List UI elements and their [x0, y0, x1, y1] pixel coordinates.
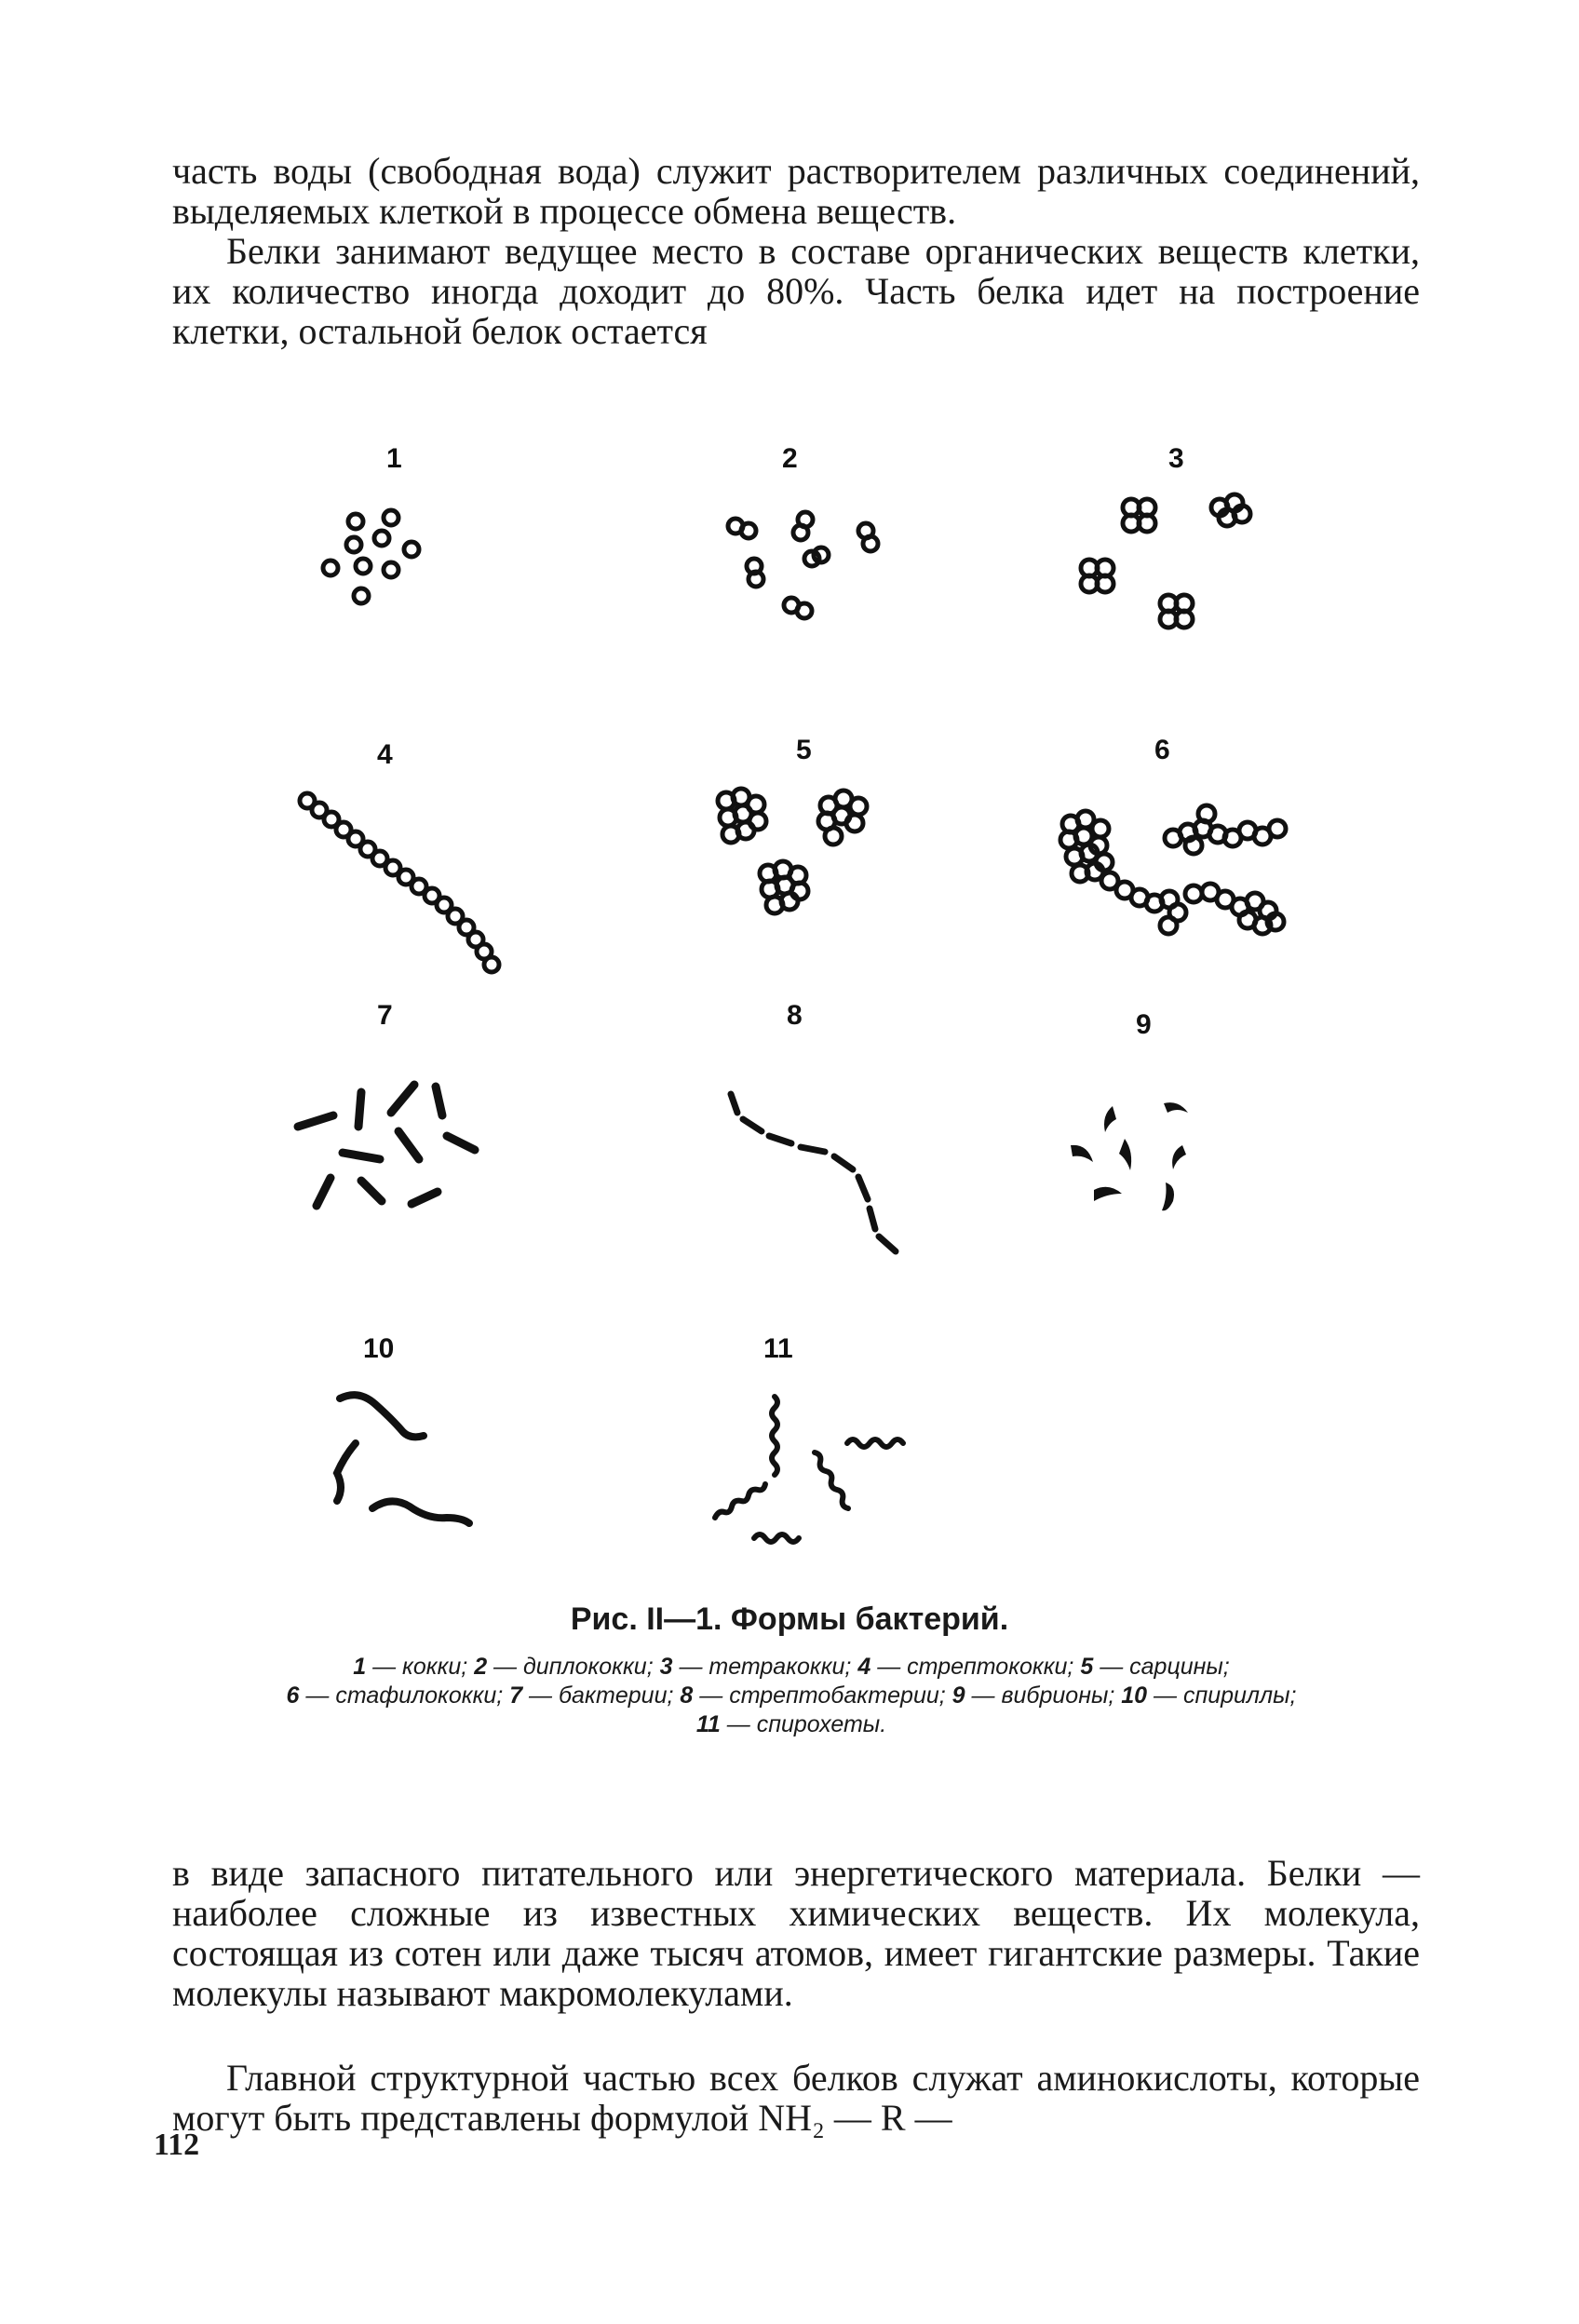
- diplococci-drawing: [728, 512, 878, 618]
- panel-number-10: 10: [363, 1333, 395, 1364]
- panel-number-4: 4: [377, 739, 393, 770]
- bacteria-rods-drawing: [298, 1085, 475, 1206]
- figure-caption-title: Рис. II—1. Формы бактерий.: [570, 1601, 1009, 1637]
- cocci-drawing: [323, 510, 419, 603]
- legend-item-10: 10 — спириллы;: [1121, 1682, 1297, 1709]
- paragraph-3: [172, 1853, 1420, 2013]
- panel-number-9: 9: [1136, 1009, 1152, 1040]
- legend-item-4: 4 — стрептококки;: [857, 1654, 1074, 1680]
- legend-item-5: 5 — сарцины;: [1080, 1654, 1230, 1680]
- vibrios-drawing: [1071, 1102, 1188, 1210]
- paragraph-3-text: в виде запасного питательного или энергетического материала. Белки — наиболее сложные из известных химических веществ. Их молекула, состоящая из сотен или даже тысяч атомов, имеет гигантские размеры. Такие молекулы называют макромолекулами.: [172, 1852, 1420, 2014]
- legend-item-3: 3 — тетракокки;: [659, 1654, 852, 1680]
- spirilla-drawing: [337, 1395, 469, 1523]
- streptobacteria-drawing: [731, 1094, 896, 1251]
- bacteria-forms-figure: [251, 428, 1369, 1574]
- paragraph-1: [172, 151, 1420, 351]
- legend-item-8: 8 — стрептобактерии;: [680, 1682, 946, 1709]
- panel-number-1: 1: [386, 443, 402, 474]
- sarcina-drawing: [718, 789, 867, 913]
- staphylococci-drawing: [1060, 805, 1286, 934]
- legend-item-6: 6 — стафилококки;: [286, 1682, 504, 1709]
- bacteria-illustration: [251, 428, 1369, 1574]
- spirochetes-drawing: [715, 1397, 903, 1542]
- legend-item-11: 11 — спирохеты.: [695, 1711, 887, 1737]
- legend-item-9: 9 — вибрионы;: [951, 1682, 1115, 1709]
- panel-number-2: 2: [782, 443, 798, 474]
- paragraph-2-text: Белки занимают ведущее место в составе органических веществ клетки, их количество иногда доходит до 80%. Часть белка идет на построение клетки, остальной белок остается: [172, 230, 1420, 352]
- page-number: 112: [154, 2128, 200, 2162]
- panel-number-8: 8: [787, 1000, 803, 1031]
- legend-item-1: 1 — кокки;: [353, 1654, 468, 1680]
- legend-item-2: 2 — диплококки;: [474, 1654, 654, 1680]
- panel-number-11: 11: [763, 1333, 793, 1364]
- panel-number-3: 3: [1168, 443, 1184, 474]
- streptococci-drawing: [300, 793, 499, 972]
- legend-item-7: 7 — бактерии;: [509, 1682, 674, 1709]
- paragraph-4-text: Главной структурной частью всех белков служат аминокислоты, которые могут быть представлены формулой NH₂ — R —: [172, 2057, 1420, 2139]
- panel-number-6: 6: [1154, 735, 1170, 765]
- panel-number-5: 5: [796, 735, 812, 765]
- paragraph-1-text: часть воды (свободная вода) служит растворителем различных соединений, выделяемых клеткой в процессе обмена веществ.: [172, 150, 1420, 232]
- tetracocci-drawing: [1081, 494, 1250, 628]
- figure-legend: [251, 1653, 1331, 1739]
- paragraph-4: [172, 2058, 1420, 2138]
- panel-number-7: 7: [377, 1000, 393, 1031]
